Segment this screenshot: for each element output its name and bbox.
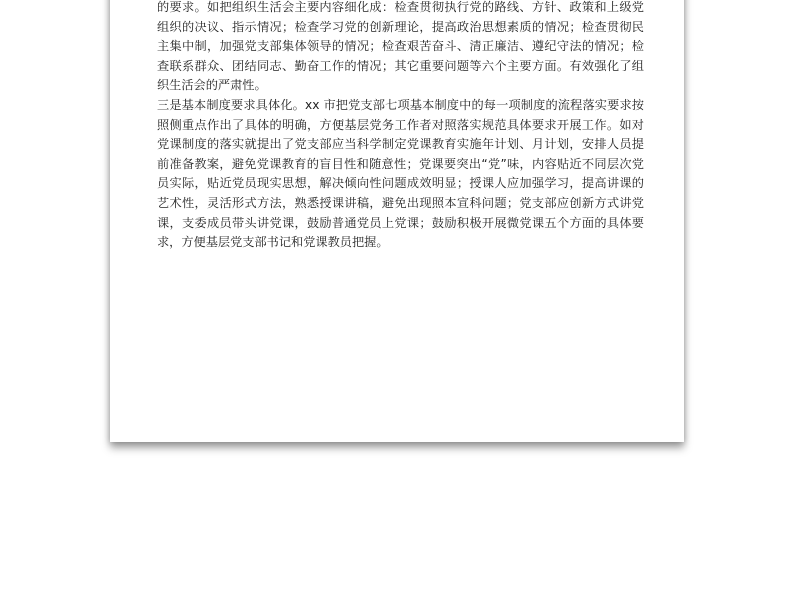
paragraph-2: 三是基本制度要求具体化。xx 市把党支部七项基本制度中的每一项制度的流程落实要求按照侧重点作出了具体的明确，方便基层党务工作者对照落实规范具体要求开展工作。如对党课制度的落实就提出了党支部应当科学制定党课教育实施年计划、月计划，安排人员提前准备教案，避免党课教育的盲目性和随意性；党课要突出“党”味，内容贴近不同层次党员实际，贴近党员现实思想，解决倾向性问题成效明显；授课人应加强学习，提高讲课的艺术性，灵活形式方法，熟悉授课讲稿，避免出现照本宣科问题；党支部应创新方式讲党课，支委成员带头讲党课，鼓励普通党员上党课；鼓励积极开展微党课五个方面的具体要求，方便基层党支部书记和党课教员把握。 xyxy=(157,97,644,250)
document-body xyxy=(157,0,644,253)
paragraph-1: 的要求。如把组织生活会主要内容细化成：检查贯彻执行党的路线、方针、政策和上级党组织的决议、指示情况；检查学习党的创新理论，提高政治思想素质的情况；检查贯彻民主集中制，加强党支部集体领导的情况；检查艰苦奋斗、清正廉洁、遵纪守法的情况；检查联系群众、团结同志、勤奋工作的情况；其它重要问题等六个主要方面。有效强化了组织生活会的严肃性。 xyxy=(157,0,644,93)
